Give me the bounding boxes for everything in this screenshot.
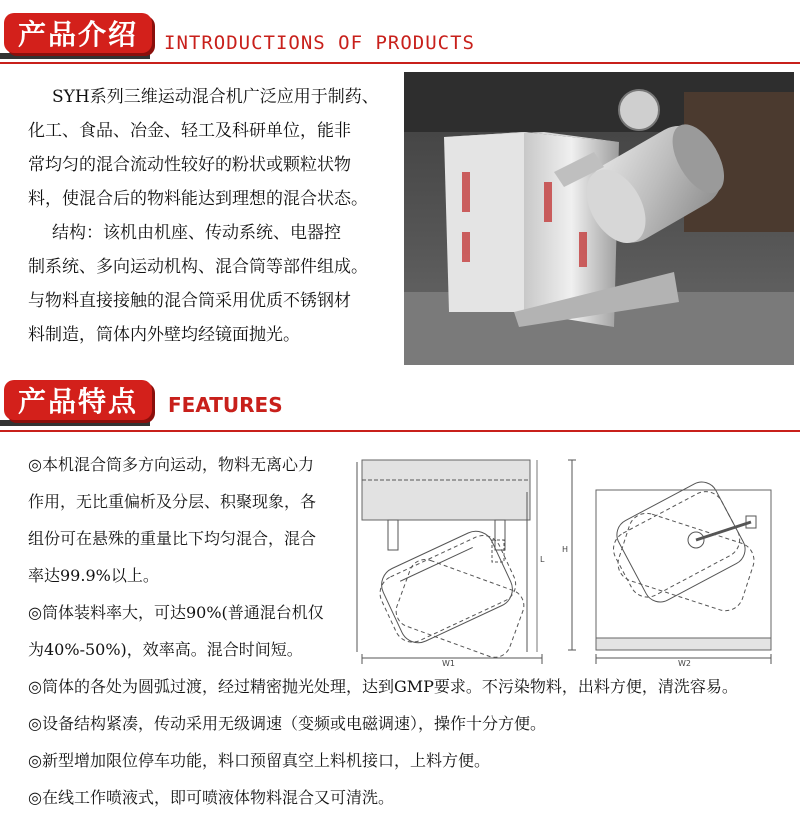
feature-line: 为40%-50%)，效率高。混合时间短。: [28, 640, 303, 659]
dim-w2: W2: [678, 659, 691, 668]
dim-l: L: [540, 555, 545, 564]
front-view-diagram: [352, 452, 557, 670]
feature-line: 作用，无比重偏析及分层、积聚现象，各: [28, 492, 317, 511]
intro-line: 化工、食品、冶金、轻工及科研单位，能非: [28, 121, 351, 141]
intro-tag: 产品介绍: [4, 13, 152, 53]
dim-w1: W1: [442, 659, 455, 668]
dim-h: H: [562, 545, 569, 554]
intro-line: SYH系列三维运动混合机广泛应用于制药、: [52, 87, 379, 107]
intro-line: 料制造，筒体内外壁均经镜面抛光。: [28, 325, 300, 345]
intro-line: 制系统、多向运动机构、混合筒等部件组成。: [28, 257, 368, 277]
intro-line: 与物料直接接触的混合筒采用优质不锈钢材: [28, 291, 351, 311]
product-photo: [404, 72, 794, 365]
intro-line: 料，使混合后的物料能达到理想的混合状态。: [28, 189, 368, 209]
intro-line: 常均匀的混合流动性较好的粉状或颗粒状物: [28, 155, 351, 175]
feature-line: ◎在线工作喷液式，即可喷液体物料混合又可清洗。: [28, 788, 394, 807]
features-rule: [0, 430, 800, 432]
feature-line: ◎筒体装料率大，可达90%(普通混台机仅: [28, 603, 324, 622]
feature-line: ◎设备结构紧凑，传动采用无级调速（变频或电磁调速），操作十分方便。: [28, 714, 546, 733]
features-tag: 产品特点: [4, 380, 152, 420]
features-title-en: FEATURES: [168, 393, 283, 417]
feature-line: ◎本机混合筒多方向运动，物料无离心力: [28, 455, 314, 474]
feature-line: ◎筒体的各处为圆弧过渡，经过精密抛光处理，达到GMP要求。不污染物料，出料方便，清洗容易。: [28, 677, 738, 696]
intro-rule: [0, 62, 800, 64]
intro-line: 结构：该机由机座、传动系统、电器控: [52, 223, 341, 243]
tag-shadow: [0, 420, 150, 426]
feature-line: 组份可在悬殊的重量比下均匀混合，混合: [28, 529, 317, 548]
feature-line: 率达99.9%以上。: [28, 566, 159, 585]
feature-line: ◎新型增加限位停车功能，料口预留真空上料机接口，上料方便。: [28, 751, 490, 770]
intro-title-en: INTRODUCTIONS OF PRODUCTS: [164, 32, 475, 54]
side-view-diagram: [556, 452, 778, 670]
tag-shadow: [0, 53, 150, 59]
intro-text: [28, 80, 400, 352]
